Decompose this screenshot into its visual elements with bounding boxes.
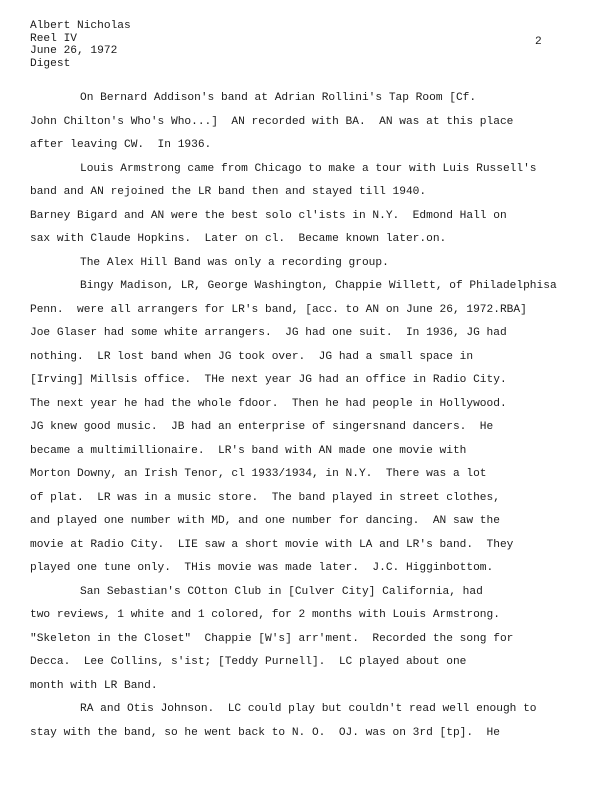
text-line: of plat. LR was in a music store. The band played in street clothes, bbox=[30, 492, 500, 504]
text-line: Morton Downy, an Irish Tenor, cl 1933/1934, in N.Y. There was a lot bbox=[30, 468, 487, 480]
text-line: JG knew good music. JB had an enterprise of singersnand dancers. He bbox=[30, 421, 494, 433]
text-line: RA and Otis Johnson. LC could play but couldn't read well enough to bbox=[80, 703, 537, 715]
page-number: 2 bbox=[535, 36, 542, 48]
text-line: [Irving] Millsis office. THe next year JG had an office in Radio City. bbox=[30, 374, 507, 386]
text-line: Barney Bigard and AN were the best solo cl'ists in N.Y. Edmond Hall on bbox=[30, 210, 507, 222]
text-line: band and AN rejoined the LR band then and stayed till 1940. bbox=[30, 186, 427, 198]
text-line: and played one number with MD, and one number for dancing. AN saw the bbox=[30, 515, 500, 527]
text-line: nothing. LR lost band when JG took over. JG had a small space in bbox=[30, 351, 474, 363]
interview-date: June 26, 1972 bbox=[30, 45, 118, 58]
text-line: movie at Radio City. LIE saw a short movie with LA and LR's band. They bbox=[30, 539, 514, 551]
text-line: played one tune only. THis movie was made later. J.C. Higginbottom. bbox=[30, 562, 494, 574]
text-line: Penn. were all arrangers for LR's band, [acc. to AN on June 26, 1972.RBA] bbox=[30, 304, 527, 316]
text-line: Louis Armstrong came from Chicago to make a tour with Luis Russell's bbox=[80, 163, 537, 175]
text-line: sax with Claude Hopkins. Later on cl. Became known later.on. bbox=[30, 233, 447, 245]
reel-number: Reel IV bbox=[30, 32, 77, 45]
text-line: became a multimillionaire. LR's band with AN made one movie with bbox=[30, 445, 467, 457]
interviewee-name: Albert Nicholas bbox=[30, 20, 131, 32]
text-line: stay with the band, so he went back to N. O. OJ. was on 3rd [tp]. He bbox=[30, 727, 500, 739]
text-line: Joe Glaser had some white arrangers. JG had one suit. In 1936, JG had bbox=[30, 327, 507, 339]
text-line: The Alex Hill Band was only a recording group. bbox=[80, 257, 389, 269]
text-line: after leaving CW. In 1936. bbox=[30, 139, 212, 151]
text-line: month with LR Band. bbox=[30, 680, 158, 692]
text-line: Decca. Lee Collins, s'ist; [Teddy Purnell]. LC played about one bbox=[30, 656, 467, 668]
text-line: John Chilton's Who's Who...] AN recorded with BA. AN was at this place bbox=[30, 116, 514, 128]
text-line: Bingy Madison, LR, George Washington, Chappie Willett, of Philadelphisa bbox=[80, 280, 557, 292]
text-line: "Skeleton in the Closet" Chappie [W's] arr'ment. Recorded the song for bbox=[30, 633, 514, 645]
text-line: The next year he had the whole fdoor. Then he had people in Hollywood. bbox=[30, 398, 507, 410]
document-header bbox=[30, 20, 230, 70]
text-line: San Sebastian's COtton Club in [Culver City] California, had bbox=[80, 586, 483, 598]
document-type: Digest bbox=[30, 57, 71, 70]
text-line: On Bernard Addison's band at Adrian Rollini's Tap Room [Cf. bbox=[80, 92, 477, 104]
text-line: two reviews, 1 white and 1 colored, for 2 months with Louis Armstrong. bbox=[30, 609, 500, 621]
